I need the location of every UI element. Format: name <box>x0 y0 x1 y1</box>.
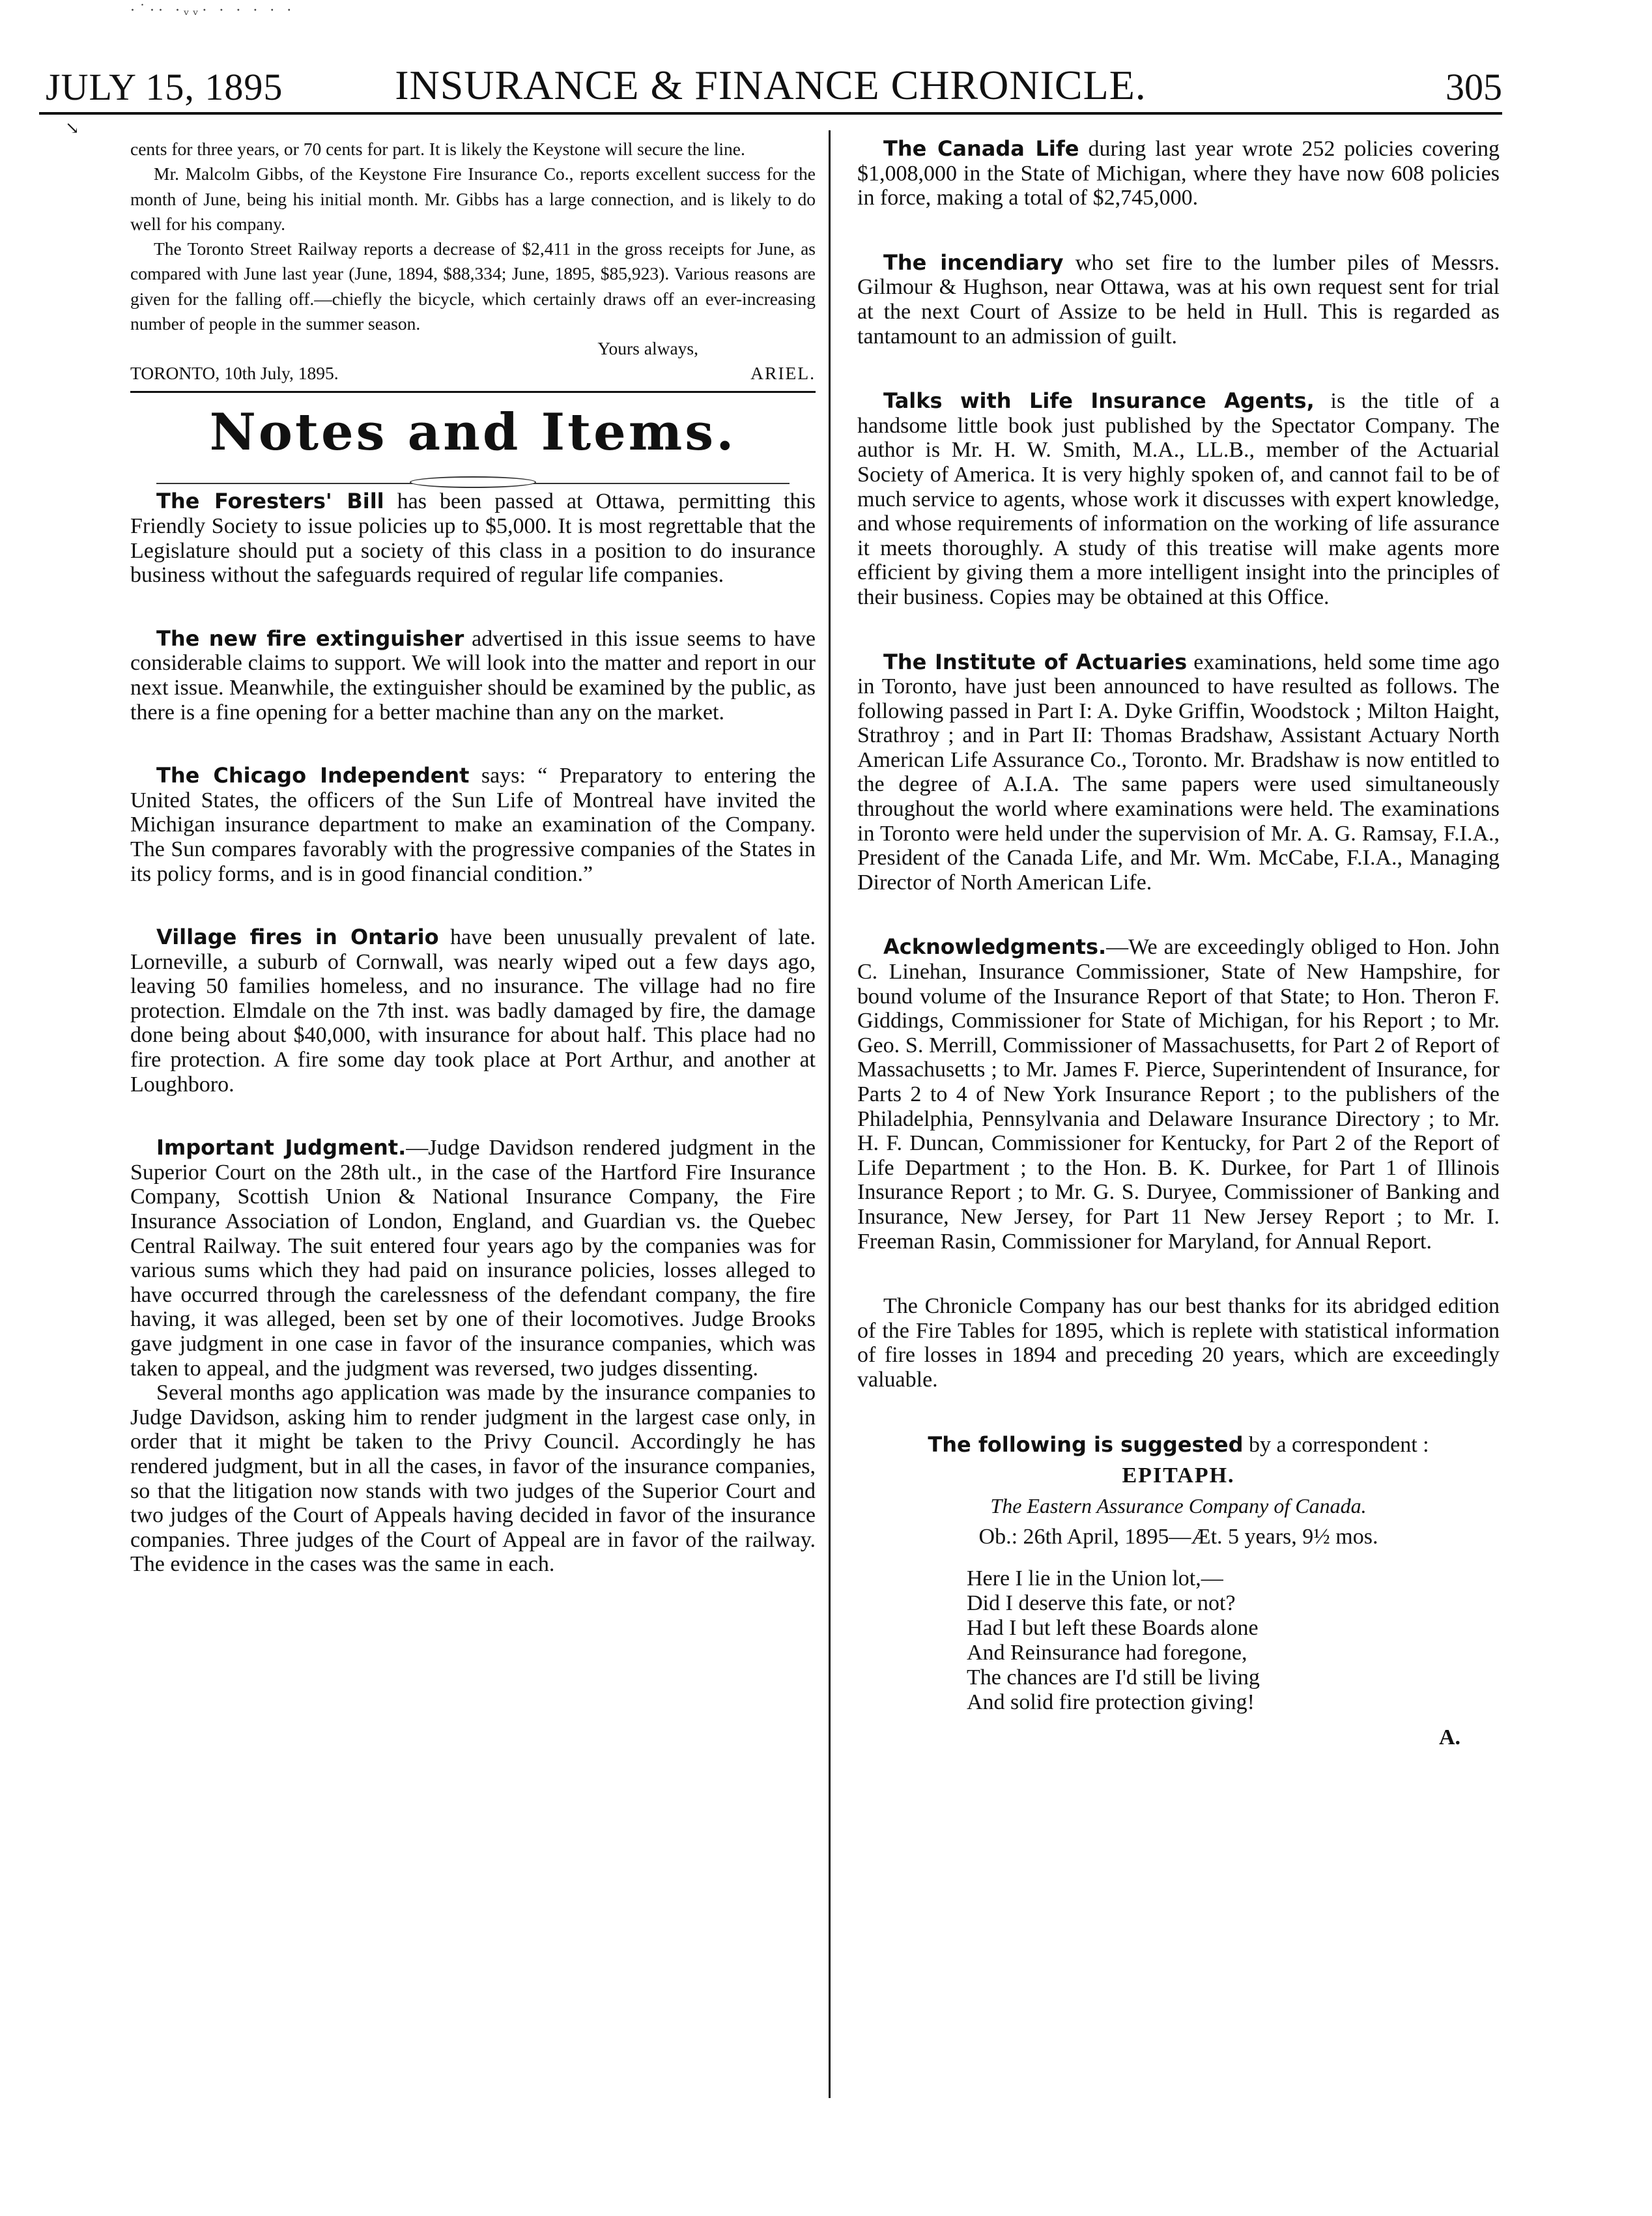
item-text: is the title of a handsome little book just published by the Spectator Company. The author is Mr. H. W. Smith, M.A., LL.B., member of the Actuarial Society of America. It is very highly spoken of, and cannot fail to be of much service to agents, whose work it discusses with expert knowledge, and whose requirements of information on the working of life assurance it meets thoroughly. A study of this treatise will make agents more efficient by giving them a more intelligent insight into the principles of their business. Copies may be obtained at this Office. <box>857 389 1500 609</box>
print-specks: ·˙·· ·ᵥᵥ· · · · · · <box>130 3 296 19</box>
letter-place-date: TORONTO, 10th July, 1895. <box>130 363 339 384</box>
item-lead: The Chicago Independent <box>156 763 470 788</box>
item-lead: Village fires in Ontario <box>156 925 439 950</box>
section-rule <box>130 391 816 393</box>
issue-date: JULY 15, 1895 <box>46 66 283 108</box>
right-column <box>857 137 1500 1749</box>
letter-signature: ARIEL. <box>750 363 816 384</box>
section-title: Notes and Items. <box>209 403 737 463</box>
page-number: 305 <box>1445 66 1502 108</box>
left-column <box>130 137 816 1577</box>
item-text: examinations, held some time ago in Toronto, have just been announced to have resulted as follows. The following passed in Part I: A. Dyke Griffin, Woodstock ; Milton Haight, Strathroy ; and in Part II: Thomas Bradshaw, Assistant Actuary North American Life Assurance Co., Toronto. Mr. Bradshaw is now entitled to the degree of A.I.A. The same papers were used simultaneously throughout the world where examinations were held. The examinations in Toronto were held under the supervision of Mr. A. G. Ramsay, F.I.A., President of the Canada Life, and Mr. Wm. McCabe, F.I.A., Managing Director of North American Life. <box>857 650 1500 895</box>
notes-right <box>857 137 1500 1749</box>
item-text: The Chronicle Company has our best thanks for its abridged edition of the Fire Tables for 1895, which is replete with statistical information of fire losses in 1894 and preceding 20 years, which are exceedingly valuable. <box>857 1294 1500 1392</box>
item-text: have been unusually prevalent of late. Lorneville, a suburb of Cornwall, was nearly wiped out a few days ago, leaving 50 families homeless, and no insurance. The village had no fire protection. Elmdale on the 7th inst. was badly damaged by fire, the damage done being about $40,000, with insurance for about half. This place had no fire protection. A fire some day took place at Port Arthur, and another at Loughboro. <box>130 925 816 1097</box>
news-item <box>857 650 1500 895</box>
poem-line: And Reinsurance had foregone, <box>967 1640 1247 1665</box>
item-text: —We are exceedingly obliged to Hon. John C. Linehan, Insurance Commissioner, State of New Hampshire, for bound volume of the Insurance Report of that State; to Hon. Theron F. Giddings, Commissioner for State of Michigan, for his Report ; to Mr. Geo. S. Merrill, Commissioner of Massachusetts, for Part 2 of Report of Massachusetts ; to Mr. James F. Pierce, Superintendent of Insurance, for Parts 2 to 4 of New York Insurance Report ; to the publishers of the Philadelphia, Pennsylvania and Delaware Insurance Directory ; to Mr. H. F. Duncan, Commissioner for Kentucky, for Part 2 of the Report of Life Department ; to the Hon. B. K. Durkee, for Part 1 of Illinois Insurance Report ; to Mr. G. S. Duryee, Commissioner of Banking and Insurance, New Jersey, for Part 11 New Jersey Report ; to Mr. I. Freeman Rasin, Commissioner for Maryland, for Annual Report. <box>857 935 1500 1254</box>
letter-continuation <box>130 137 816 386</box>
item-lead: The Canada Life <box>883 136 1079 161</box>
item-lead: Important Judgment. <box>156 1135 406 1160</box>
letter-signature-row <box>130 361 816 386</box>
masthead <box>39 60 1502 115</box>
news-item-continued <box>130 1381 816 1577</box>
news-item <box>857 935 1500 1254</box>
item-text: says: “ Preparatory to entering the United States, the officers of the Sun Life of Montreal have invited the Michigan insurance department to make an examination of the Company. The Sun compares favorably with the progressive companies of the States in its policy forms, and is in good financial condition.” <box>130 764 816 886</box>
epitaph-poem <box>967 1566 1500 1715</box>
item-lead: The new fire extinguisher <box>156 626 464 651</box>
item-lead: Acknowledgments. <box>883 934 1107 960</box>
poem-line: Had I but left these Boards alone <box>967 1615 1259 1640</box>
poem-line: Here I lie in the Union lot,— <box>967 1566 1223 1590</box>
ornamental-rule <box>156 468 790 484</box>
poem-line: And solid fire protection giving! <box>967 1690 1255 1714</box>
item-lead: The incendiary <box>883 250 1064 275</box>
epitaph-intro-text: by a correspondent : <box>1243 1432 1429 1457</box>
poem-line: Did I deserve this fate, or not? <box>967 1590 1236 1615</box>
item-text: Several months ago application was made by the insurance companies to Judge Davidson, asking him to render judgment in the largest case only, in order that it might be taken to the Privy Council. Accordingly he has rendered judgment, but in all the cases, in favor of the insurance companies, so that the litigation now stands with two judges of the Superior Court and two judges of the Court of Appeals having decided in favor of the insurance companies. Three judges of the Court of Appeal are in favor of the railway. The evidence in the cases was the same in each. <box>130 1381 816 1577</box>
publication-title: INSURANCE & FINANCE CHRONICLE. <box>395 62 1146 108</box>
news-item <box>130 1136 816 1381</box>
news-item <box>857 251 1500 349</box>
news-item <box>857 389 1500 609</box>
epitaph-obituary-line: Ob.: 26th April, 1895—Æt. 5 years, 9½ mos. <box>978 1524 1378 1549</box>
epitaph-signature: A. <box>1438 1725 1460 1749</box>
letter-paragraph: Mr. Malcolm Gibbs, of the Keystone Fire Insurance Co., reports excellent success for the month of June, being his initial month. Mr. Gibbs has a large connection, and is likely to do well for his company. <box>130 164 816 234</box>
item-text: —Judge Davidson rendered judgment in the Superior Court on the 28th ult., in the case of the Hartford Fire Insurance Company, Scottish Union & National Insurance Company, the Fire Insurance Association of London, England, and Guardian vs. the Quebec Central Railway. The suit entered four years ago by the companies was for various sums which they had paid on insurance policies, losses alleged to have occurred through the carelessness of the defendant company, the fire having, it was alleged, been set by one of their locomotives. Judge Brooks gave judgment in one case in favor of the insurance companies, which was taken to appeal, and the judgment was reversed, two judges dissenting. <box>130 1136 816 1381</box>
item-lead: The Foresters' Bill <box>156 489 384 514</box>
item-text: has been passed at Ottawa, permitting this Friendly Society to issue policies up to $5,000. It is most regrettable that the Legislature should put a society of this class in a position to do insurance business without the safeguards required of regular life companies. <box>130 489 816 588</box>
letter-paragraph: The Toronto Street Railway reports a decrease of $2,411 in the gross receipts for June, as compared with June last year (June, 1894, $88,334; June, 1895, $85,923). Various reasons are given for the falling off.—chiefly the bicycle, which certainly draws off an ever-increasing number of people in the summer season. <box>130 238 816 334</box>
epitaph-intro-lead: The following is suggested <box>928 1432 1244 1457</box>
column-divider <box>829 130 831 2098</box>
item-text: during last year wrote 252 policies covering $1,008,000 in the State of Michigan, where they have now 608 policies in force, making a total of $2,745,000. <box>857 137 1500 210</box>
epitaph-subject: The Eastern Assurance Company of Canada. <box>990 1493 1367 1518</box>
ink-mark: ↘ <box>65 119 79 138</box>
news-item-continued <box>857 1294 1500 1392</box>
news-item <box>130 627 816 725</box>
news-item <box>130 764 816 886</box>
poem-line: The chances are I'd still be living <box>967 1665 1260 1690</box>
news-item <box>857 137 1500 210</box>
news-item <box>130 489 816 587</box>
letter-closing: Yours always, <box>597 338 698 359</box>
epitaph-intro <box>857 1429 1500 1461</box>
item-text: who set fire to the lumber piles of Messrs. Gilmour & Hughson, near Ottawa, was at his own request sent for trial at the next Court of Assize to be held in Hull. This is regarded as tantamount to an admission of guilt. <box>857 250 1500 349</box>
news-item <box>130 925 816 1097</box>
notes-left <box>130 489 816 1577</box>
item-lead: Talks with Life Insurance Agents, <box>883 388 1315 414</box>
epitaph-heading: EPITAPH. <box>1122 1463 1235 1488</box>
item-lead: The Institute of Actuaries <box>883 649 1188 674</box>
item-text: advertised in this issue seems to have considerable claims to support. We will look into the matter and report in our next issue. Meanwhile, the extinguisher should be examined by the public, as there is a fine opening for a better machine than any on the market. <box>130 626 816 725</box>
letter-paragraph: cents for three years, or 70 cents for part. It is likely the Keystone will secure the line. <box>130 139 745 159</box>
